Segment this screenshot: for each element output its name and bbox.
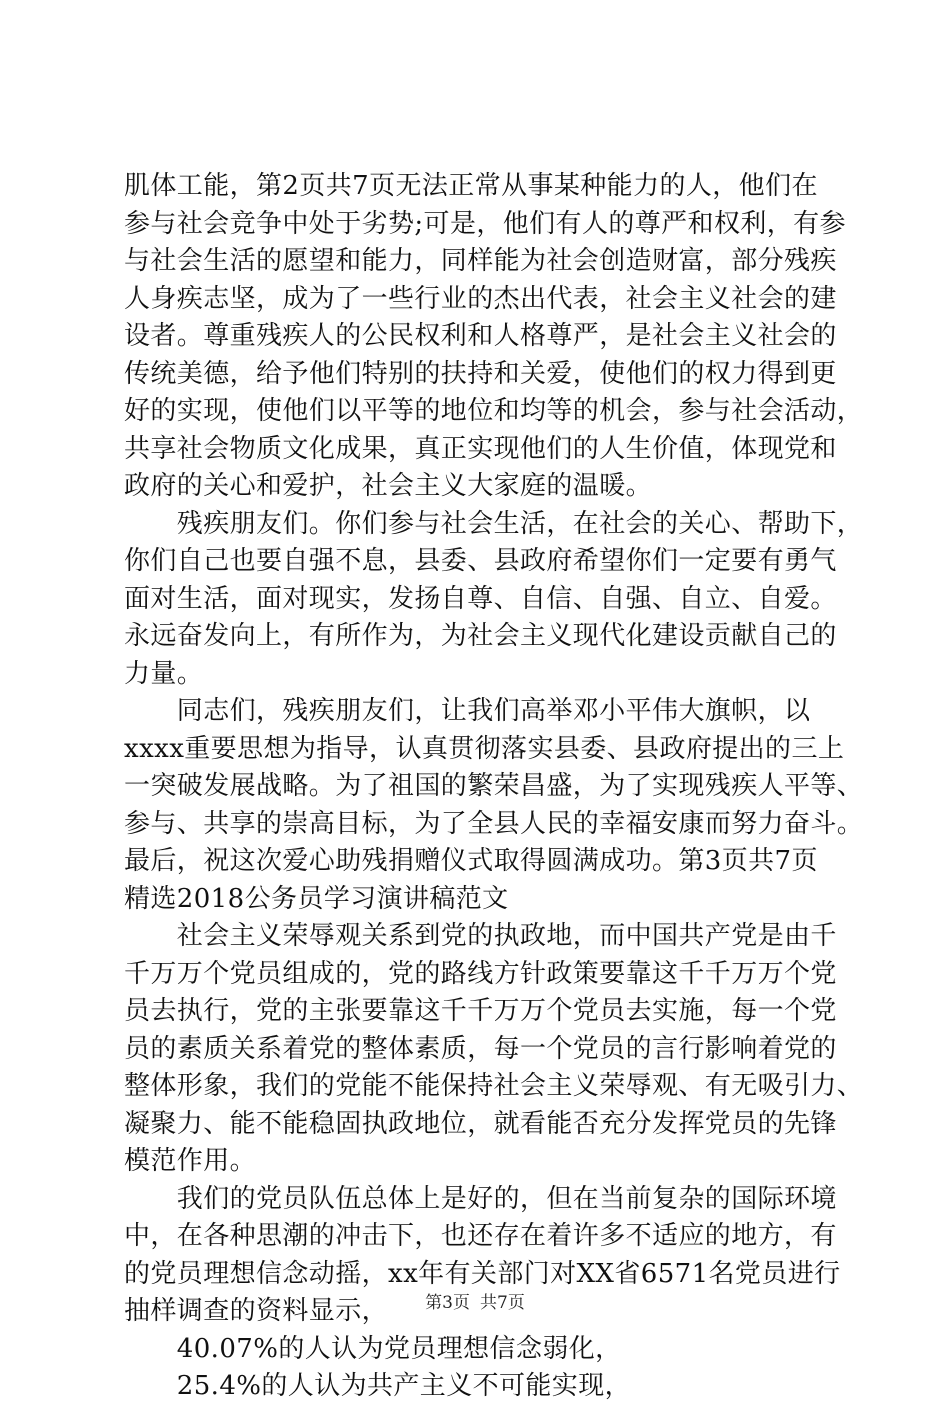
text-line: 的党员理想信念动摇，xx年有关部门对XX省6571名党员进行: [124, 1258, 841, 1289]
text-line: 25.4%的人认为共产主义不可能实现，: [124, 1371, 631, 1401]
text-line: 员的素质关系着党的整体素质，每一个党员的言行影响着党的: [124, 1033, 837, 1064]
text-line: 残疾朋友们。你们参与社会生活，在社会的关心、帮助下，: [124, 508, 864, 539]
text-line: 力量。: [124, 658, 204, 689]
text-line: 与社会生活的愿望和能力，同样能为社会创造财富，部分残疾: [124, 246, 837, 276]
text-line: 我们的党员队伍总体上是好的，但在当前复杂的国际环境: [124, 1183, 837, 1214]
text-line: 人身疾志坚，成为了一些行业的杰出代表，社会主义社会的建: [124, 283, 837, 314]
text-line: 设者。尊重残疾人的公民权利和人格尊严，是社会主义社会的: [124, 321, 837, 351]
text-line: 肌体工能，第2页共7页无法正常从事某种能力的人，他们在: [124, 171, 818, 201]
text-line: 最后，祝这次爱心助残捐赠仪式取得圆满成功。第3页共7页: [124, 846, 818, 876]
text-line: 好的实现，使他们以平等的地位和均等的机会，参与社会活动，: [124, 396, 864, 426]
text-line: 参与社会竞争中处于劣势;可是，他们有人的尊严和权利，有参: [124, 208, 846, 239]
page-footer: [0, 1292, 950, 1314]
text-line: 永远奋发向上，有所作为，为社会主义现代化建设贡献自己的: [124, 621, 837, 651]
page-number: 第3页: [425, 1293, 470, 1313]
text-line: 参与、共享的崇高目标，为了全县人民的幸福安康而努力奋斗。: [124, 808, 864, 839]
text-line: 你们自己也要自强不息，县委、县政府希望你们一定要有勇气: [124, 546, 837, 576]
text-line: 40.07%的人认为党员理想信念弱化，: [124, 1333, 622, 1364]
text-line: 社会主义荣辱观关系到党的执政地，而中国共产党是由千: [124, 921, 837, 951]
text-line: 模范作用。: [124, 1146, 257, 1176]
text-line: 中，在各种思潮的冲击下，也还存在着许多不适应的地方，有: [124, 1221, 837, 1251]
text-line: 传统美德，给予他们特别的扶持和关爱，使他们的权力得到更: [124, 358, 837, 389]
text-line: 千万万个党员组成的，党的路线方针政策要靠这千千万万个党: [124, 958, 837, 989]
text-line: 抽样调查的资料显示，: [124, 1296, 389, 1326]
text-line: 精选2018公务员学习演讲稿范文: [124, 883, 509, 914]
text-line: 同志们，残疾朋友们，让我们高举邓小平伟大旗帜，以: [124, 696, 811, 726]
text-line: 面对生活，面对现实，发扬自尊、自信、自强、自立、自爱。: [124, 583, 837, 614]
text-line: 政府的关心和爱护，社会主义大家庭的温暖。: [124, 471, 653, 501]
document-body: [124, 168, 864, 1406]
text-line: 共享社会物质文化成果，真正实现他们的人生价值，体现党和: [124, 433, 837, 464]
text-line: 整体形象，我们的党能不能保持社会主义荣辱观、有无吸引力、: [124, 1071, 864, 1101]
text-line: 一突破发展战略。为了祖国的繁荣昌盛，为了实现残疾人平等、: [124, 771, 864, 801]
text-line: 员去执行，党的主张要靠这千千万万个党员去实施，每一个党: [124, 996, 837, 1026]
text-line: xxxx重要思想为指导，认真贯彻落实县委、县政府提出的三上: [124, 733, 845, 764]
page-total: 共7页: [480, 1293, 525, 1313]
text-line: 凝聚力、能不能稳固执政地位，就看能否充分发挥党员的先锋: [124, 1108, 837, 1139]
